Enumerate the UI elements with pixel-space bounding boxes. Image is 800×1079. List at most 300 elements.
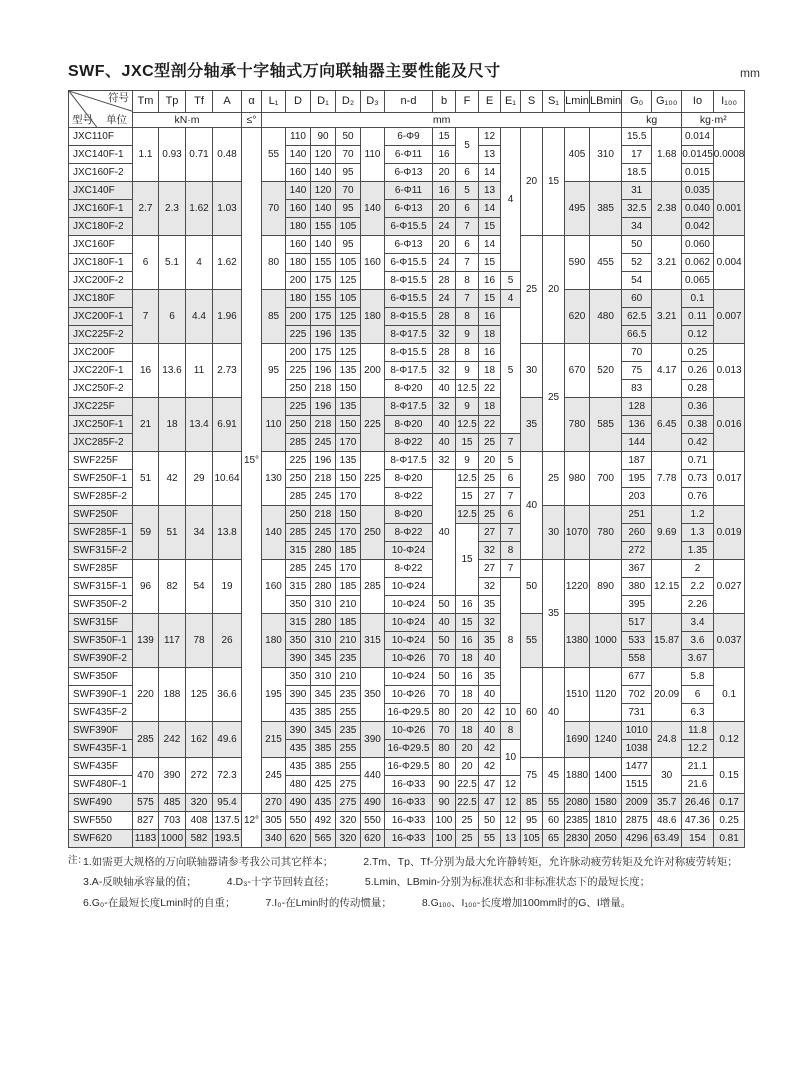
cell-D1: 425: [311, 776, 336, 794]
cell-S1: 30: [543, 506, 565, 560]
cell-Tm: 1.1: [133, 128, 159, 182]
cell-Tf: 1.62: [186, 182, 213, 236]
cell-E: 40: [479, 686, 501, 704]
cell-b: 24: [433, 290, 456, 308]
cell-nd: 8-Φ22: [385, 434, 433, 452]
cell-D2: 210: [336, 668, 361, 686]
cell-D1: 120: [311, 146, 336, 164]
cell-G100: 2.38: [652, 182, 682, 236]
col-header-I0: Io: [682, 91, 714, 113]
cell-I100: 0.013: [713, 344, 745, 398]
cell-b: 80: [433, 758, 456, 776]
cell-E1: 10: [501, 740, 521, 776]
cell-D2: 185: [336, 542, 361, 560]
cell-F: 9: [456, 452, 479, 470]
cell-Tf: 4: [186, 236, 213, 290]
col-header-nd: n-d: [385, 91, 433, 113]
cell-F: 8: [456, 308, 479, 326]
cell-E: 22: [479, 416, 501, 434]
cell-D1: 310: [311, 668, 336, 686]
cell-S1: 40: [543, 668, 565, 758]
cell-F: 12.5: [456, 380, 479, 398]
cell-Tf: 13.4: [186, 398, 213, 452]
cell-I0: 0.25: [682, 344, 714, 362]
cell-D: 550: [286, 812, 311, 830]
cell-A: 36.6: [213, 668, 242, 722]
cell-Tm: 6: [133, 236, 159, 290]
model-cell: JXC200F-2: [69, 272, 133, 290]
cell-I0: 6.3: [682, 704, 714, 722]
cell-b: 24: [433, 218, 456, 236]
cell-nd: 6-Φ9: [385, 128, 433, 146]
model-cell: JXC160F: [69, 236, 133, 254]
cell-D2: 150: [336, 506, 361, 524]
cell-D: 490: [286, 794, 311, 812]
cell-Lmin: 2080: [565, 794, 590, 812]
cell-D2: 150: [336, 470, 361, 488]
cell-D1: 245: [311, 434, 336, 452]
model-cell: SWF620: [69, 830, 133, 848]
cell-nd: 8-Φ15.5: [385, 308, 433, 326]
cell-LBmin: 385: [590, 182, 622, 236]
model-cell: SWF350F: [69, 668, 133, 686]
note-item: 8.G₁₀₀、I₁₀₀-长度增加100mm时的G、I增量。: [421, 896, 632, 909]
cell-E: 14: [479, 200, 501, 218]
cell-Tf: 11: [186, 344, 213, 398]
cell-D1: 245: [311, 524, 336, 542]
cell-b: 32: [433, 326, 456, 344]
cell-D1: 140: [311, 164, 336, 182]
cell-I0: 0.0145: [682, 146, 714, 164]
cell-E: 40: [479, 722, 501, 740]
cell-F: 7: [456, 218, 479, 236]
cell-Tp: 5.1: [159, 236, 186, 290]
cell-Lmin: 2385: [565, 812, 590, 830]
model-cell: JXC285F-2: [69, 434, 133, 452]
cell-S: 50: [521, 560, 543, 614]
cell-nd: 8-Φ20: [385, 506, 433, 524]
cell-nd: 8-Φ17.5: [385, 362, 433, 380]
table-row: [69, 128, 745, 146]
cell-D2: 70: [336, 182, 361, 200]
cell-Lmin: 670: [565, 344, 590, 398]
cell-G0: 677: [622, 668, 652, 686]
cell-Tm: 1183: [133, 830, 159, 848]
col-header-D: D: [286, 91, 311, 113]
note-item: 3.A-反映轴承容量的值；: [83, 876, 197, 889]
cell-G0: 144: [622, 434, 652, 452]
cell-G0: 187: [622, 452, 652, 470]
cell-nd: 16-Φ29.5: [385, 740, 433, 758]
cell-F: 9: [456, 362, 479, 380]
cell-A: 6.91: [213, 398, 242, 452]
cell-I100: 0.007: [713, 290, 745, 344]
cell-nd: 8-Φ17.5: [385, 326, 433, 344]
cell-Tf: 125: [186, 668, 213, 722]
model-cell: SWF390F-2: [69, 650, 133, 668]
cell-A: 0.48: [213, 128, 242, 182]
cell-G0: 50: [622, 236, 652, 254]
cell-D: 480: [286, 776, 311, 794]
cell-I100: 0.25: [713, 812, 745, 830]
cell-G0: 75: [622, 362, 652, 380]
note-item: 5.Lmin、LBmin-分别为标准状态和非标准状态下的最短长度；: [364, 876, 651, 889]
cell-E: 55: [479, 830, 501, 848]
cell-L1: 70: [262, 182, 286, 236]
cell-D2: 170: [336, 434, 361, 452]
cell-Lmin: 980: [565, 452, 590, 506]
cell-E: 42: [479, 740, 501, 758]
cell-D3: 285: [361, 560, 385, 614]
cell-D1: 310: [311, 632, 336, 650]
cell-F: 5: [456, 128, 479, 164]
cell-G0: 195: [622, 470, 652, 488]
cell-LBmin: 1580: [590, 794, 622, 812]
cell-S1: 55: [543, 794, 565, 812]
cell-E: 20: [479, 452, 501, 470]
cell-G0: 272: [622, 542, 652, 560]
model-cell: JXC220F-1: [69, 362, 133, 380]
cell-I0: 2: [682, 560, 714, 578]
cell-nd: 16-Φ29.5: [385, 704, 433, 722]
cell-D1: 155: [311, 254, 336, 272]
cell-b: 50: [433, 632, 456, 650]
cell-E: 32: [479, 542, 501, 560]
cell-Tf: 29: [186, 452, 213, 506]
cell-I0: 21.6: [682, 776, 714, 794]
cell-E: 27: [479, 488, 501, 506]
cell-S: 95: [521, 812, 543, 830]
model-cell: JXC140F-1: [69, 146, 133, 164]
cell-G100: 35.7: [652, 794, 682, 812]
cell-G0: 731: [622, 704, 652, 722]
cell-G100: 24.8: [652, 722, 682, 758]
cell-G0: 32.5: [622, 200, 652, 218]
cell-E: 14: [479, 236, 501, 254]
cell-Tp: 390: [159, 758, 186, 794]
cell-G0: 34: [622, 218, 652, 236]
cell-E: 16: [479, 344, 501, 362]
col-header-Tf: Tf: [186, 91, 213, 113]
cell-A: 1.03: [213, 182, 242, 236]
cell-I0: 3.67: [682, 650, 714, 668]
cell-D3: 200: [361, 344, 385, 398]
cell-I0: 0.035: [682, 182, 714, 200]
cell-I100: 0.15: [713, 758, 745, 794]
cell-G0: 15.5: [622, 128, 652, 146]
cell-G100: 6.45: [652, 398, 682, 452]
cell-A: 137.5: [213, 812, 242, 830]
cell-E: 15: [479, 290, 501, 308]
cell-G100: 30: [652, 758, 682, 794]
model-cell: JXC160F-2: [69, 164, 133, 182]
cell-Lmin: 1510: [565, 668, 590, 722]
cell-Tm: 220: [133, 668, 159, 722]
cell-b: 15: [433, 128, 456, 146]
cell-Tf: 582: [186, 830, 213, 848]
cell-S: 20: [521, 128, 543, 236]
cell-G0: 83: [622, 380, 652, 398]
cell-Tp: 0.93: [159, 128, 186, 182]
table-row: [69, 830, 745, 848]
cell-nd: 10-Φ24: [385, 668, 433, 686]
cell-D: 390: [286, 686, 311, 704]
cell-L1: 80: [262, 236, 286, 290]
cell-A: 2.73: [213, 344, 242, 398]
cell-b: 20: [433, 200, 456, 218]
cell-F: 8: [456, 344, 479, 362]
cell-E: 13: [479, 182, 501, 200]
model-cell: SWF250F: [69, 506, 133, 524]
cell-D2: 235: [336, 686, 361, 704]
cell-D1: 196: [311, 326, 336, 344]
cell-D1: 196: [311, 362, 336, 380]
cell-D2: 275: [336, 776, 361, 794]
model-cell: JXC180F: [69, 290, 133, 308]
cell-nd: 10-Φ24: [385, 542, 433, 560]
cell-D: 250: [286, 506, 311, 524]
cell-D3: 225: [361, 452, 385, 506]
cell-Tp: 18: [159, 398, 186, 452]
cell-Tm: 2.7: [133, 182, 159, 236]
page-unit-label: mm: [740, 66, 760, 80]
cell-nd: 16-Φ33: [385, 830, 433, 848]
cell-Tp: 13.6: [159, 344, 186, 398]
cell-D: 160: [286, 236, 311, 254]
cell-G0: 702: [622, 686, 652, 704]
cell-D: 180: [286, 254, 311, 272]
cell-D: 200: [286, 344, 311, 362]
cell-Lmin: 1380: [565, 614, 590, 668]
cell-D2: 235: [336, 650, 361, 668]
col-header-D2: D₂: [336, 91, 361, 113]
cell-A: 13.8: [213, 506, 242, 560]
cell-S1: 20: [543, 236, 565, 344]
cell-D: 180: [286, 218, 311, 236]
cell-E1: 10: [501, 704, 521, 722]
note-line-2: [83, 874, 783, 890]
cell-G0: 203: [622, 488, 652, 506]
cell-D: 225: [286, 362, 311, 380]
cell-Tp: 1000: [159, 830, 186, 848]
cell-F: 5: [456, 182, 479, 200]
cell-LBmin: 890: [590, 560, 622, 614]
table-row: [69, 182, 745, 200]
model-cell: JXC140F: [69, 182, 133, 200]
cell-S: 105: [521, 830, 543, 848]
cell-A: 10.64: [213, 452, 242, 506]
cell-D1: 218: [311, 470, 336, 488]
cell-LBmin: 700: [590, 452, 622, 506]
model-cell: SWF390F: [69, 722, 133, 740]
cell-D2: 170: [336, 488, 361, 506]
col-header-S: S: [521, 91, 543, 113]
cell-D: 250: [286, 416, 311, 434]
cell-D: 350: [286, 596, 311, 614]
cell-D2: 95: [336, 236, 361, 254]
cell-D: 350: [286, 632, 311, 650]
cell-b: 20: [433, 236, 456, 254]
unit-header-4: kg·m²: [682, 113, 745, 128]
cell-L1: 245: [262, 758, 286, 794]
cell-Tp: 117: [159, 614, 186, 668]
cell-I0: 0.76: [682, 488, 714, 506]
cell-D: 110: [286, 128, 311, 146]
cell-LBmin: 455: [590, 236, 622, 290]
cell-D1: 175: [311, 272, 336, 290]
col-header-G0: G₀: [622, 91, 652, 113]
table-row: [69, 758, 745, 776]
cell-F: 7: [456, 290, 479, 308]
cell-L1: 215: [262, 722, 286, 758]
cell-Tf: 272: [186, 758, 213, 794]
cell-I0: 0.36: [682, 398, 714, 416]
cell-Tm: 51: [133, 452, 159, 506]
cell-F: 15: [456, 524, 479, 596]
cell-Tf: 34: [186, 506, 213, 560]
model-cell: SWF285F-2: [69, 488, 133, 506]
cell-nd: 16-Φ29.5: [385, 758, 433, 776]
cell-E: 42: [479, 704, 501, 722]
cell-D1: 196: [311, 452, 336, 470]
cell-E1: 7: [501, 488, 521, 506]
model-cell: JXC225F-2: [69, 326, 133, 344]
cell-Tf: 320: [186, 794, 213, 812]
cell-G100: 3.21: [652, 236, 682, 290]
cell-D2: 185: [336, 578, 361, 596]
cell-LBmin: 1000: [590, 614, 622, 668]
cell-nd: 8-Φ20: [385, 416, 433, 434]
cell-D2: 150: [336, 380, 361, 398]
cell-D2: 95: [336, 164, 361, 182]
cell-D1: 345: [311, 650, 336, 668]
cell-I100: 0.016: [713, 398, 745, 452]
cell-A: 72.3: [213, 758, 242, 794]
model-cell: JXC110F: [69, 128, 133, 146]
cell-LBmin: 585: [590, 398, 622, 452]
cell-Tf: 4.4: [186, 290, 213, 344]
col-header-F: F: [456, 91, 479, 113]
cell-E1: 4: [501, 128, 521, 272]
cell-nd: 6-Φ13: [385, 200, 433, 218]
cell-G0: 2009: [622, 794, 652, 812]
model-cell: SWF315F: [69, 614, 133, 632]
cell-D2: 320: [336, 830, 361, 848]
cell-b: 24: [433, 254, 456, 272]
cell-E: 25: [479, 434, 501, 452]
cell-b: 50: [433, 596, 456, 614]
cell-G100: 15.87: [652, 614, 682, 668]
cell-D1: 345: [311, 722, 336, 740]
notes-lines: [83, 854, 783, 911]
cell-Lmin: 1880: [565, 758, 590, 794]
cell-b: 70: [433, 722, 456, 740]
cell-nd: 10-Φ24: [385, 614, 433, 632]
cell-E: 35: [479, 632, 501, 650]
cell-S: 25: [521, 236, 543, 344]
cell-D2: 235: [336, 722, 361, 740]
cell-S: 30: [521, 344, 543, 398]
cell-S1: 25: [543, 344, 565, 452]
cell-I0: 6: [682, 686, 714, 704]
cell-F: 16: [456, 632, 479, 650]
cell-D2: 95: [336, 200, 361, 218]
cell-F: 20: [456, 704, 479, 722]
cell-S1: 60: [543, 812, 565, 830]
cell-G100: 7.78: [652, 452, 682, 506]
cell-LBmin: 480: [590, 290, 622, 344]
cell-Tm: 285: [133, 722, 159, 758]
cell-Tf: 162: [186, 722, 213, 758]
cell-Tp: 82: [159, 560, 186, 614]
cell-b: 28: [433, 272, 456, 290]
cell-G0: 18.5: [622, 164, 652, 182]
cell-E: 18: [479, 326, 501, 344]
col-header-D1: D₁: [311, 91, 336, 113]
notes: [68, 854, 783, 911]
cell-D1: 385: [311, 740, 336, 758]
table-row: [69, 560, 745, 578]
cell-nd: 8-Φ22: [385, 560, 433, 578]
cell-D2: 70: [336, 146, 361, 164]
cell-E1: 13: [501, 830, 521, 848]
cell-alpha: 15°: [242, 128, 262, 794]
table-row: [69, 794, 745, 812]
cell-A: 19: [213, 560, 242, 614]
model-cell: JXC225F: [69, 398, 133, 416]
cell-F: 9: [456, 398, 479, 416]
cell-Lmin: 590: [565, 236, 590, 290]
note-item: 7.I₀-在Lmin时的传动惯量；: [265, 896, 392, 909]
cell-F: 16: [456, 596, 479, 614]
cell-G0: 558: [622, 650, 652, 668]
cell-F: 6: [456, 236, 479, 254]
cell-S: 75: [521, 758, 543, 794]
cell-E: 27: [479, 560, 501, 578]
cell-I100: 0.0008: [713, 128, 745, 182]
cell-I0: 1.2: [682, 506, 714, 524]
cell-I100: 0.019: [713, 506, 745, 560]
cell-E1: 5: [501, 452, 521, 470]
cell-D2: 185: [336, 614, 361, 632]
cell-D2: 320: [336, 812, 361, 830]
cell-b: 28: [433, 308, 456, 326]
cell-nd: 8-Φ15.5: [385, 344, 433, 362]
cell-G0: 367: [622, 560, 652, 578]
cell-E1: 8: [501, 542, 521, 560]
note-item: 2.Tm、Tp、Tf-分别为最大允许静转矩，允许脉动疲劳转矩及允许对称疲劳转矩；: [363, 856, 738, 868]
cell-Lmin: 2830: [565, 830, 590, 848]
cell-G100: 48.6: [652, 812, 682, 830]
cell-b: 40: [433, 380, 456, 398]
note-item: 6.G₀-在最短长度Lmin时的自重；: [83, 896, 236, 909]
cell-E1: 7: [501, 560, 521, 578]
cell-I100: 0.17: [713, 794, 745, 812]
cell-E1: 8: [501, 722, 521, 740]
unit-header-0: kN·m: [133, 113, 242, 128]
cell-S: 85: [521, 794, 543, 812]
cell-F: 8: [456, 272, 479, 290]
unit-header-2: mm: [262, 113, 622, 128]
cell-D: 160: [286, 200, 311, 218]
cell-nd: 10-Φ24: [385, 632, 433, 650]
cell-nd: 8-Φ20: [385, 470, 433, 488]
model-cell: SWF315F-2: [69, 542, 133, 560]
cell-E: 47: [479, 776, 501, 794]
model-cell: JXC200F-1: [69, 308, 133, 326]
cell-I0: 0.11: [682, 308, 714, 326]
cell-LBmin: 520: [590, 344, 622, 398]
